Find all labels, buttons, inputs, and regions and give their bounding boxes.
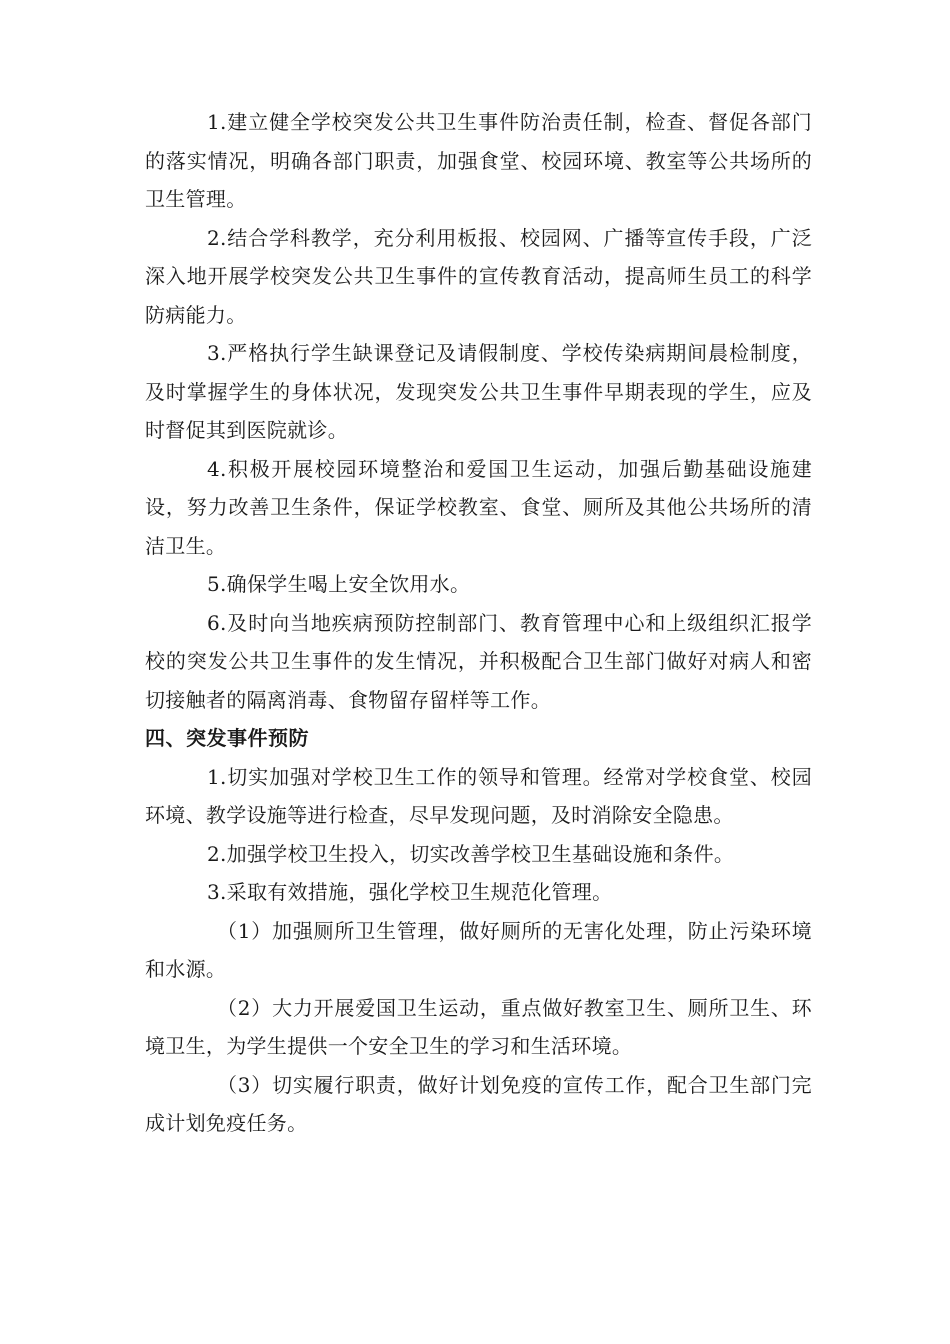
- paragraph-item-1: 1.建立健全学校突发公共卫生事件防治责任制，检查、督促各部门的落实情况，明确各部门职责，加强食堂、校园环境、教室等公共场所的卫生管理。: [145, 110, 812, 211]
- paragraph-item-4: 4.积极开展校园环境整治和爱国卫生运动，加强后勤基础设施建设，努力改善卫生条件，保证学校教室、食堂、厕所及其他公共场所的清洁卫生。: [145, 456, 812, 558]
- prevention-item-1: 1.切实加强对学校卫生工作的领导和管理。经常对学校食堂、校园环境、教学设施等进行检查，尽早发现问题，及时消除安全隐患。: [145, 764, 812, 827]
- paragraph-item-2: 2.结合学科教学，充分利用板报、校园网、广播等宣传手段，广泛深入地开展学校突发公共卫生事件的宣传教育活动，提高师生员工的科学防病能力。: [145, 225, 812, 327]
- document-page: [145, 103, 812, 1143]
- paragraph-item-6: 6.及时向当地疾病预防控制部门、教育管理中心和上级组织汇报学校的突发公共卫生事件的发生情况，并积极配合卫生部门做好对病人和密切接触者的隔离消毒、食物留存留样等工作。: [145, 610, 812, 712]
- prevention-item-2: 2.加强学校卫生投入，切实改善学校卫生基础设施和条件。: [207, 841, 735, 866]
- prevention-item-3: 3.采取有效措施，强化学校卫生规范化管理。: [207, 880, 613, 904]
- section-heading: 四、突发事件预防: [145, 726, 309, 750]
- prevention-subitem-2: （2）大力开展爱国卫生运动，重点做好教室卫生、厕所卫生、环境卫生，为学生提供一个安全卫生的学习和生活环境。: [145, 995, 812, 1058]
- paragraph-item-3: 3.严格执行学生缺课登记及请假制度、学校传染病期间晨检制度，及时掌握学生的身体状况，发现突发公共卫生事件早期表现的学生，应及时督促其到医院就诊。: [145, 341, 812, 442]
- prevention-subitem-1: （1）加强厕所卫生管理，做好厕所的无害化处理，防止污染环境和水源。: [145, 918, 812, 981]
- prevention-subitem-3: （3）切实履行职责，做好计划免疫的宣传工作，配合卫生部门完成计划免疫任务。: [145, 1072, 812, 1135]
- paragraph-item-5: 5.确保学生喝上安全饮用水。: [207, 572, 471, 596]
